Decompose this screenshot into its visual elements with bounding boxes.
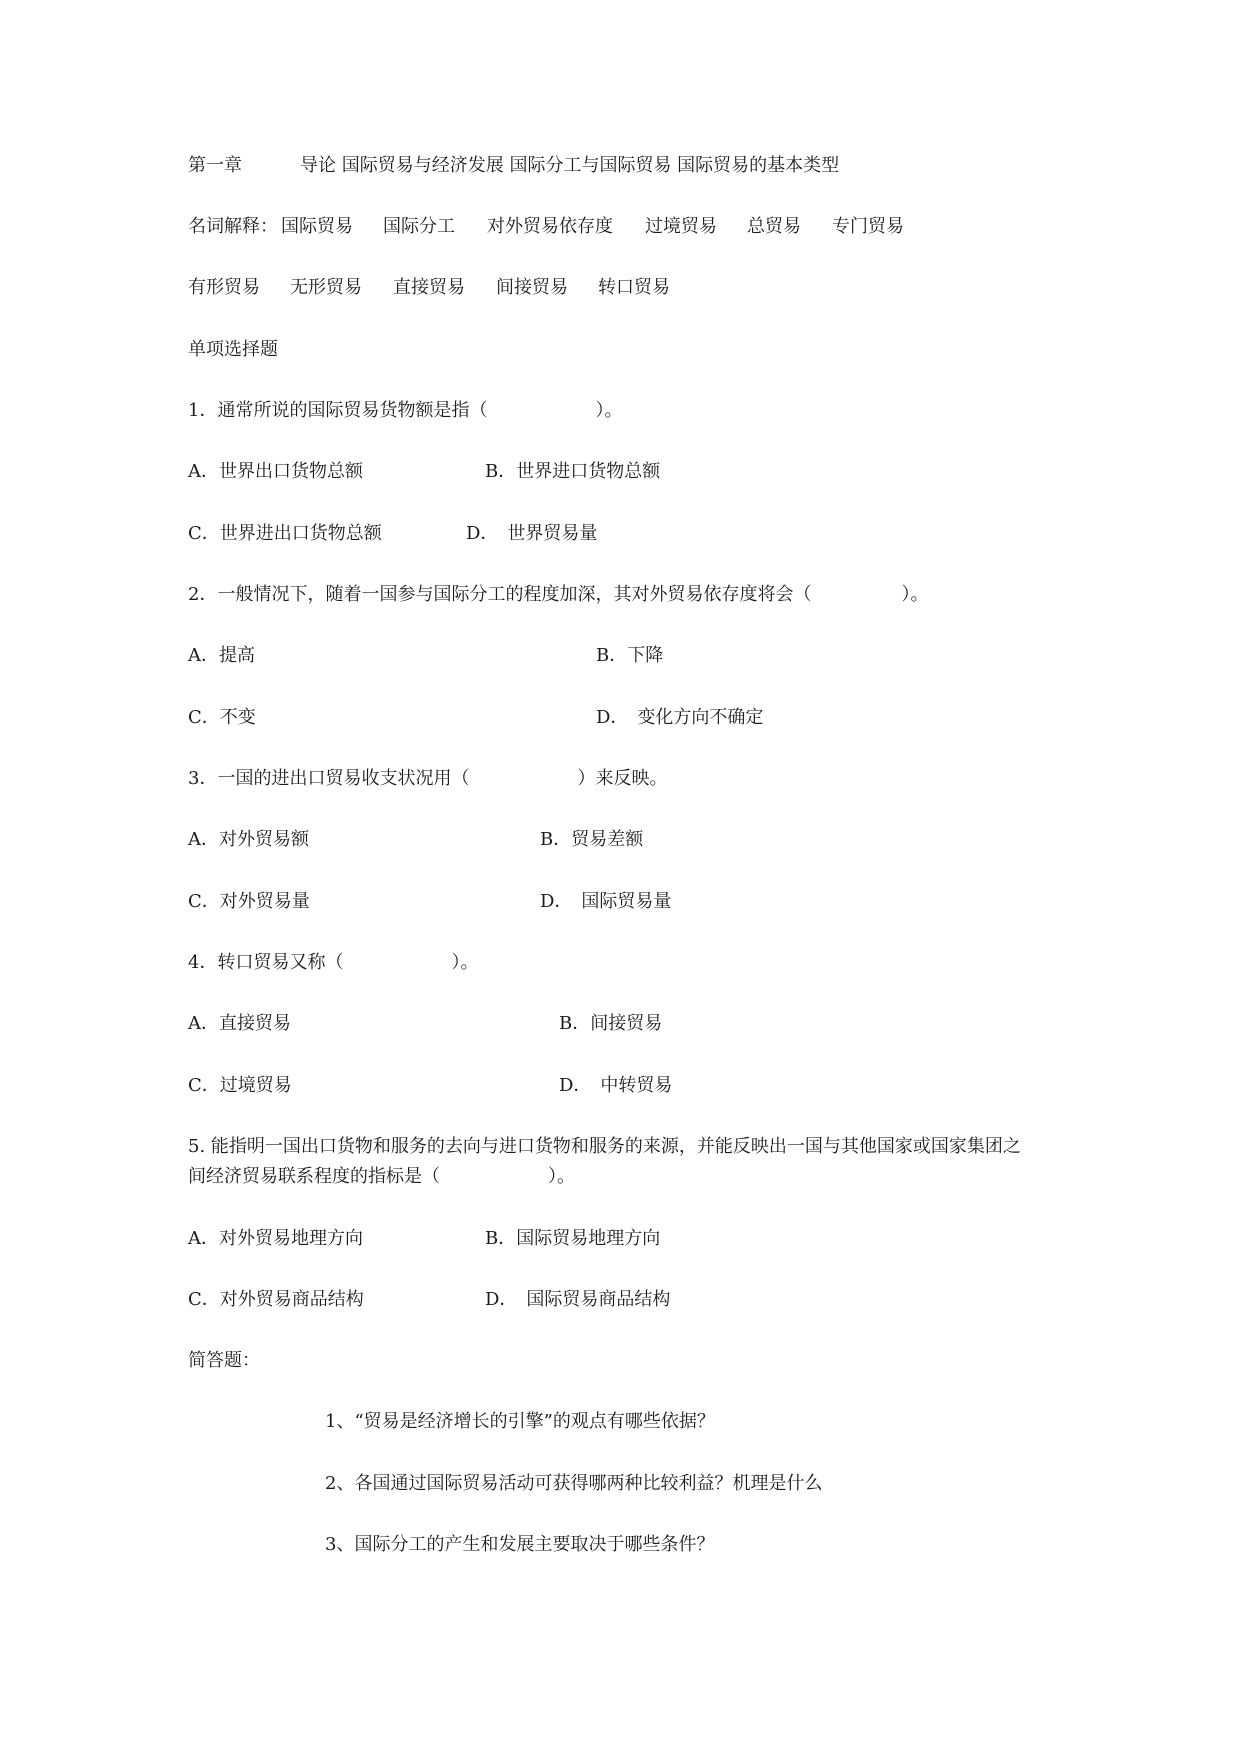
short-answer-item: 1、“贸易是经济增长的引擎”的观点有哪些依据？ (325, 1411, 715, 1432)
question-stem: 2．一般情况下，随着一国参与国际分工的程度加深，其对外贸易依存度将会（ ）。 (188, 584, 929, 605)
option-b: B．贸易差额 (540, 829, 644, 850)
section-title-multiple-choice: 单项选择题 (188, 339, 278, 360)
option-a: A．直接贸易 (188, 1013, 291, 1034)
option-b: B．间接贸易 (559, 1013, 663, 1034)
term-item: 过境贸易 (645, 216, 717, 237)
option-d: D． 国际贸易商品结构 (485, 1289, 671, 1310)
option-a: A．对外贸易额 (188, 829, 309, 850)
term-item: 国际分工 (383, 216, 455, 237)
term-item: 总贸易 (747, 216, 801, 237)
term-item: 有形贸易 (188, 277, 260, 298)
option-d: D． 国际贸易量 (540, 891, 672, 912)
option-c: C．不变 (188, 707, 256, 728)
term-item: 间接贸易 (496, 277, 568, 298)
terms-label: 名词解释： (188, 216, 278, 237)
question-stem: 4．转口贸易又称（ ）。 (188, 952, 479, 973)
option-d: D． 中转贸易 (559, 1075, 673, 1096)
chapter-label: 第一章 (188, 155, 242, 176)
option-a: A．世界出口货物总额 (188, 461, 363, 482)
question-stem: 3．一国的进出口贸易收支状况用（ ）来反映。 (188, 768, 668, 789)
option-d: D． 变化方向不确定 (596, 707, 764, 728)
option-a: A．提高 (188, 645, 255, 666)
option-b: B．下降 (596, 645, 664, 666)
option-a: A．对外贸易地理方向 (188, 1228, 363, 1249)
term-item: 对外贸易依存度 (487, 216, 613, 237)
short-answer-item: 2、各国通过国际贸易活动可获得哪两种比较利益？机理是什么 (325, 1473, 823, 1494)
option-b: B．世界进口货物总额 (485, 461, 661, 482)
section-title-short-answer: 简答题： (188, 1350, 260, 1371)
question-stem: 5. 能指明一国出口货物和服务的去向与进口货物和服务的来源，并能反映出一国与其他国家或国家集团之 (188, 1136, 1021, 1157)
option-c: C．过境贸易 (188, 1075, 292, 1096)
question-stem: 1．通常所说的国际贸易货物额是指（ ）。 (188, 400, 623, 421)
short-answer-item: 3、国际分工的产生和发展主要取决于哪些条件？ (325, 1534, 715, 1555)
term-item: 国际贸易 (281, 216, 353, 237)
option-d: D． 世界贸易量 (466, 523, 598, 544)
term-item: 无形贸易 (290, 277, 362, 298)
term-item: 转口贸易 (598, 277, 670, 298)
chapter-topics: 导论 国际贸易与经济发展 国际分工与国际贸易 国际贸易的基本类型 (300, 155, 840, 176)
option-c: C．世界进出口货物总额 (188, 523, 382, 544)
term-item: 直接贸易 (393, 277, 465, 298)
option-c: C．对外贸易商品结构 (188, 1289, 364, 1310)
question-stem-continued: 间经济贸易联系程度的指标是（ ）。 (188, 1166, 575, 1187)
term-item: 专门贸易 (832, 216, 904, 237)
option-b: B．国际贸易地理方向 (485, 1228, 661, 1249)
option-c: C．对外贸易量 (188, 891, 310, 912)
